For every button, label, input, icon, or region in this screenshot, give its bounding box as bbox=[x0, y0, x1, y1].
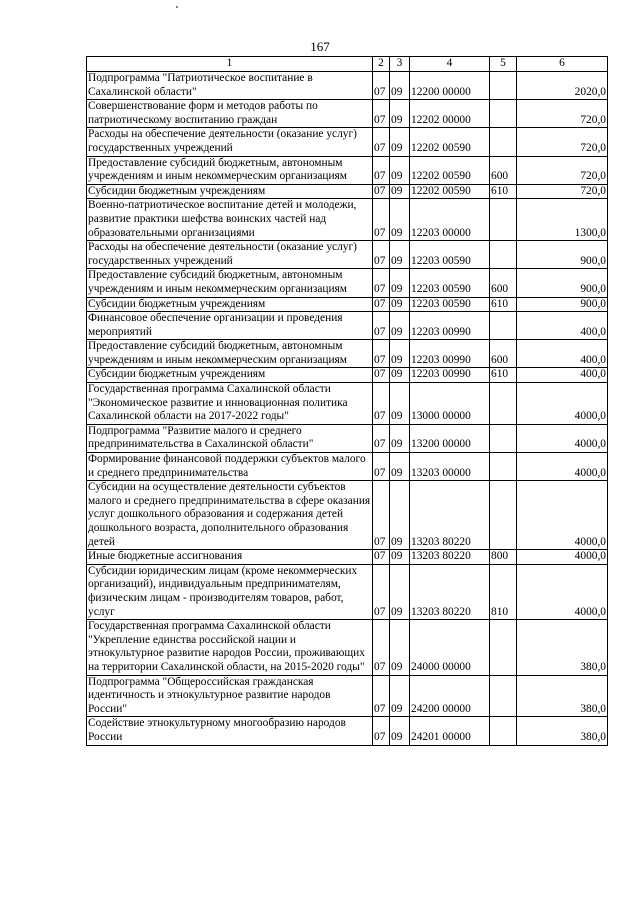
row-rz-cell: 07 bbox=[373, 368, 390, 383]
row-rz-cell: 07 bbox=[373, 717, 390, 745]
row-csr-cell: 24000 00000 bbox=[410, 620, 490, 675]
table-row bbox=[87, 368, 608, 383]
row-vr-cell bbox=[490, 241, 517, 269]
row-name-cell: Субсидии бюджетным учреждениям bbox=[87, 297, 373, 312]
row-pr-cell: 09 bbox=[390, 383, 410, 425]
row-csr-cell: 12202 00590 bbox=[410, 128, 490, 156]
row-sum-cell: 400,0 bbox=[517, 312, 608, 340]
row-sum-cell: 1300,0 bbox=[517, 199, 608, 241]
row-vr-cell bbox=[490, 424, 517, 452]
row-sum-cell: 400,0 bbox=[517, 368, 608, 383]
row-rz-cell: 07 bbox=[373, 383, 390, 425]
row-pr-cell: 09 bbox=[390, 481, 410, 550]
row-pr-cell: 09 bbox=[390, 241, 410, 269]
row-name-cell: Содействие этнокультурному многообразию народов России bbox=[87, 717, 373, 745]
row-sum-cell: 900,0 bbox=[517, 297, 608, 312]
row-rz-cell: 07 bbox=[373, 241, 390, 269]
row-name-cell: Расходы на обеспечение деятельности (оказание услуг) государственных учреждений bbox=[87, 128, 373, 156]
row-sum-cell: 4000,0 bbox=[517, 453, 608, 481]
row-csr-cell: 12202 00000 bbox=[410, 100, 490, 128]
row-rz-cell: 07 bbox=[373, 128, 390, 156]
row-vr-cell bbox=[490, 199, 517, 241]
row-pr-cell: 09 bbox=[390, 717, 410, 745]
row-csr-cell: 12203 00000 bbox=[410, 199, 490, 241]
row-rz-cell: 07 bbox=[373, 269, 390, 297]
row-pr-cell: 09 bbox=[390, 297, 410, 312]
row-sum-cell: 4000,0 bbox=[517, 564, 608, 619]
table-row bbox=[87, 184, 608, 199]
row-name-cell: Субсидии бюджетным учреждениям bbox=[87, 184, 373, 199]
row-pr-cell: 09 bbox=[390, 424, 410, 452]
row-csr-cell: 13203 80220 bbox=[410, 481, 490, 550]
row-name-cell: Расходы на обеспечение деятельности (оказание услуг) государственных учреждений bbox=[87, 241, 373, 269]
row-pr-cell: 09 bbox=[390, 368, 410, 383]
row-sum-cell: 720,0 bbox=[517, 100, 608, 128]
table-row bbox=[87, 312, 608, 340]
table-row bbox=[87, 481, 608, 550]
row-vr-cell: 600 bbox=[490, 340, 517, 368]
row-vr-cell: 600 bbox=[490, 156, 517, 184]
row-sum-cell: 4000,0 bbox=[517, 383, 608, 425]
row-vr-cell bbox=[490, 128, 517, 156]
row-csr-cell: 12203 00990 bbox=[410, 368, 490, 383]
row-csr-cell: 12203 00590 bbox=[410, 241, 490, 269]
table-row bbox=[87, 453, 608, 481]
row-csr-cell: 13000 00000 bbox=[410, 383, 490, 425]
row-vr-cell bbox=[490, 620, 517, 675]
row-name-cell: Предоставление субсидий бюджетным, автономным учреждениям и иным некоммерческим организациям bbox=[87, 340, 373, 368]
table-row bbox=[87, 424, 608, 452]
row-rz-cell: 07 bbox=[373, 424, 390, 452]
row-rz-cell: 07 bbox=[373, 156, 390, 184]
table-row bbox=[87, 156, 608, 184]
table-row bbox=[87, 199, 608, 241]
row-sum-cell: 4000,0 bbox=[517, 424, 608, 452]
row-csr-cell: 12203 00990 bbox=[410, 340, 490, 368]
row-vr-cell: 810 bbox=[490, 564, 517, 619]
row-sum-cell: 720,0 bbox=[517, 128, 608, 156]
row-name-cell: Подпрограмма "Развитие малого и среднего предпринимательства в Сахалинской области" bbox=[87, 424, 373, 452]
row-csr-cell: 12203 00990 bbox=[410, 312, 490, 340]
row-rz-cell: 07 bbox=[373, 72, 390, 100]
row-name-cell: Совершенствование форм и методов работы по патриотическому воспитанию граждан bbox=[87, 100, 373, 128]
row-name-cell: Подпрограмма "Патриотическое воспитание в Сахалинской области" bbox=[87, 72, 373, 100]
row-pr-cell: 09 bbox=[390, 156, 410, 184]
row-vr-cell bbox=[490, 72, 517, 100]
row-pr-cell: 09 bbox=[390, 564, 410, 619]
table-body bbox=[87, 72, 608, 746]
table-row bbox=[87, 128, 608, 156]
row-sum-cell: 4000,0 bbox=[517, 481, 608, 550]
row-rz-cell: 07 bbox=[373, 297, 390, 312]
row-sum-cell: 900,0 bbox=[517, 241, 608, 269]
row-csr-cell: 12202 00590 bbox=[410, 156, 490, 184]
row-csr-cell: 12203 00590 bbox=[410, 269, 490, 297]
row-pr-cell: 09 bbox=[390, 675, 410, 717]
table-row bbox=[87, 340, 608, 368]
row-vr-cell: 610 bbox=[490, 184, 517, 199]
row-pr-cell: 09 bbox=[390, 100, 410, 128]
row-sum-cell: 720,0 bbox=[517, 184, 608, 199]
header-col-4: 4 bbox=[410, 57, 490, 72]
row-name-cell: Субсидии бюджетным учреждениям bbox=[87, 368, 373, 383]
row-pr-cell: 09 bbox=[390, 550, 410, 565]
row-name-cell: Формирование финансовой поддержки субъектов малого и среднего предпринимательства bbox=[87, 453, 373, 481]
row-pr-cell: 09 bbox=[390, 184, 410, 199]
header-col-2: 2 bbox=[373, 57, 390, 72]
row-vr-cell bbox=[490, 481, 517, 550]
row-pr-cell: 09 bbox=[390, 199, 410, 241]
row-sum-cell: 380,0 bbox=[517, 620, 608, 675]
row-sum-cell: 380,0 bbox=[517, 675, 608, 717]
row-csr-cell: 12203 00590 bbox=[410, 297, 490, 312]
table-row bbox=[87, 564, 608, 619]
table-row bbox=[87, 100, 608, 128]
row-pr-cell: 09 bbox=[390, 72, 410, 100]
header-row bbox=[87, 57, 608, 72]
row-name-cell: Иные бюджетные ассигнования bbox=[87, 550, 373, 565]
row-rz-cell: 07 bbox=[373, 199, 390, 241]
table-row bbox=[87, 72, 608, 100]
table-row bbox=[87, 717, 608, 745]
row-rz-cell: 07 bbox=[373, 184, 390, 199]
row-vr-cell: 610 bbox=[490, 368, 517, 383]
header-col-6: 6 bbox=[517, 57, 608, 72]
row-sum-cell: 900,0 bbox=[517, 269, 608, 297]
table-row bbox=[87, 550, 608, 565]
row-rz-cell: 07 bbox=[373, 675, 390, 717]
row-csr-cell: 13203 80220 bbox=[410, 564, 490, 619]
header-col-1: 1 bbox=[87, 57, 373, 72]
row-sum-cell: 400,0 bbox=[517, 340, 608, 368]
header-col-5: 5 bbox=[490, 57, 517, 72]
row-rz-cell: 07 bbox=[373, 481, 390, 550]
row-pr-cell: 09 bbox=[390, 453, 410, 481]
row-pr-cell: 09 bbox=[390, 312, 410, 340]
row-csr-cell: 24200 00000 bbox=[410, 675, 490, 717]
row-name-cell: Финансовое обеспечение организации и проведения мероприятий bbox=[87, 312, 373, 340]
row-name-cell: Государственная программа Сахалинской области "Укрепление единства российской нации и этнокультурное развитие народов России, проживающих на территории Сахалинской области, на 2015-2020 годы" bbox=[87, 620, 373, 675]
row-pr-cell: 09 bbox=[390, 340, 410, 368]
row-sum-cell: 720,0 bbox=[517, 156, 608, 184]
row-csr-cell: 12200 00000 bbox=[410, 72, 490, 100]
row-csr-cell: 24201 00000 bbox=[410, 717, 490, 745]
row-name-cell: Предоставление субсидий бюджетным, автономным учреждениям и иным некоммерческим организациям bbox=[87, 269, 373, 297]
row-vr-cell bbox=[490, 717, 517, 745]
table-row bbox=[87, 383, 608, 425]
row-rz-cell: 07 bbox=[373, 564, 390, 619]
row-csr-cell: 13203 80220 bbox=[410, 550, 490, 565]
row-pr-cell: 09 bbox=[390, 620, 410, 675]
row-vr-cell bbox=[490, 100, 517, 128]
page-number: 167 bbox=[310, 39, 330, 54]
row-sum-cell: 380,0 bbox=[517, 717, 608, 745]
table-row bbox=[87, 269, 608, 297]
row-name-cell: Военно-патриотическое воспитание детей и молодежи, развитие практики шефства воинских частей над образовательными организациями bbox=[87, 199, 373, 241]
row-rz-cell: 07 bbox=[373, 340, 390, 368]
table-row bbox=[87, 620, 608, 675]
table-row bbox=[87, 297, 608, 312]
scan-speck bbox=[176, 6, 178, 8]
row-rz-cell: 07 bbox=[373, 620, 390, 675]
row-name-cell: Субсидии на осуществление деятельности субъектов малого и среднего предпринимательства в сфере оказания услуг дошкольного образования и содержания детей дошкольного возраста, дополнительного образования детей bbox=[87, 481, 373, 550]
budget-table bbox=[86, 56, 608, 746]
row-rz-cell: 07 bbox=[373, 453, 390, 481]
table-row bbox=[87, 241, 608, 269]
row-vr-cell bbox=[490, 383, 517, 425]
row-vr-cell: 600 bbox=[490, 269, 517, 297]
table-row bbox=[87, 675, 608, 717]
row-name-cell: Субсидии юридическим лицам (кроме некоммерческих организаций), индивидуальным предпринимателям, физическим лицам - производителям товаров, работ, услуг bbox=[87, 564, 373, 619]
row-sum-cell: 2020,0 bbox=[517, 72, 608, 100]
row-name-cell: Государственная программа Сахалинской области "Экономическое развитие и инновационная политика Сахалинской области на 2017-2022 годы" bbox=[87, 383, 373, 425]
row-rz-cell: 07 bbox=[373, 100, 390, 128]
row-csr-cell: 12202 00590 bbox=[410, 184, 490, 199]
row-pr-cell: 09 bbox=[390, 128, 410, 156]
row-pr-cell: 09 bbox=[390, 269, 410, 297]
row-vr-cell: 800 bbox=[490, 550, 517, 565]
row-csr-cell: 13200 00000 bbox=[410, 424, 490, 452]
header-col-3: 3 bbox=[390, 57, 410, 72]
row-sum-cell: 4000,0 bbox=[517, 550, 608, 565]
row-vr-cell bbox=[490, 312, 517, 340]
row-csr-cell: 13203 00000 bbox=[410, 453, 490, 481]
row-rz-cell: 07 bbox=[373, 312, 390, 340]
row-vr-cell bbox=[490, 453, 517, 481]
row-name-cell: Предоставление субсидий бюджетным, автономным учреждениям и иным некоммерческим организациям bbox=[87, 156, 373, 184]
row-rz-cell: 07 bbox=[373, 550, 390, 565]
row-vr-cell: 610 bbox=[490, 297, 517, 312]
row-vr-cell bbox=[490, 675, 517, 717]
row-name-cell: Подпрограмма "Общероссийская гражданская идентичность и этнокультурное развитие народов России" bbox=[87, 675, 373, 717]
